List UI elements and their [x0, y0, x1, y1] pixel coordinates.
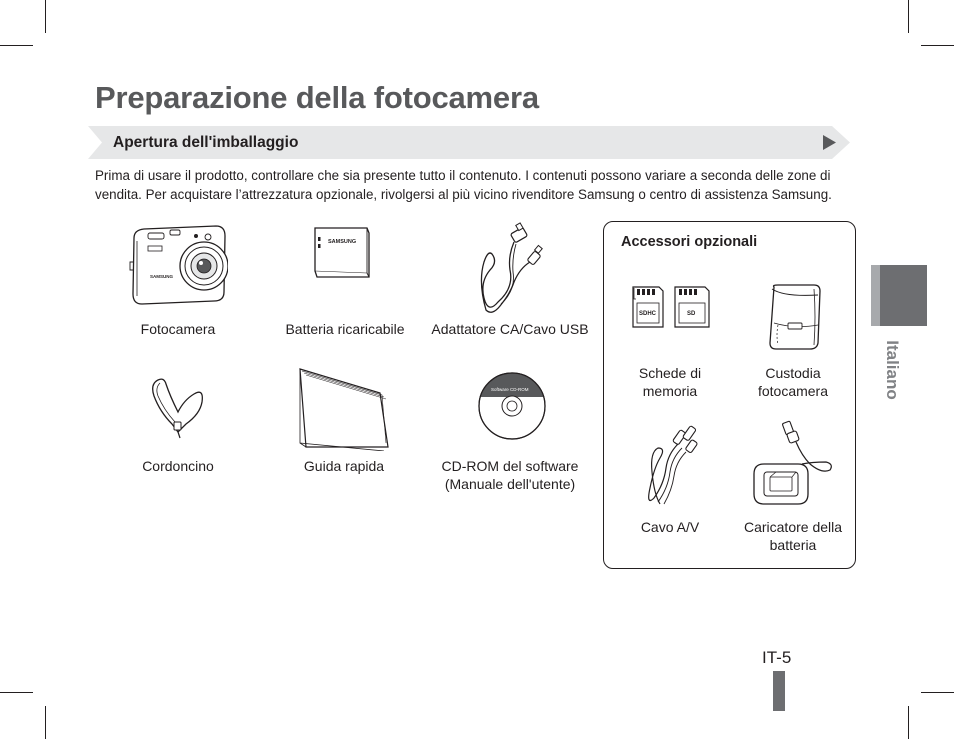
language-label: Italiano [883, 340, 902, 400]
crop-mark [45, 706, 46, 739]
crop-mark [0, 45, 33, 46]
item-cdrom-line1: CD-ROM del software [441, 458, 579, 474]
item-cdrom-label [424, 457, 596, 493]
item-adapter-label: Adattatore CA/Cavo USB [431, 321, 589, 337]
page-number: IT-5 [762, 648, 792, 667]
cdrom-illustration [477, 371, 547, 441]
battery-brand-text: SAMSUNG [328, 239, 357, 245]
item-cdrom-line2: (Manuale dell'utente) [444, 476, 576, 492]
crop-mark [908, 706, 909, 739]
crop-mark [908, 0, 909, 33]
optional-memory-line1: Schede di [638, 365, 702, 381]
quick-guide-illustration [298, 365, 392, 451]
cd-label-text: Software CD-ROM [491, 387, 529, 392]
page-number-bar [773, 671, 785, 711]
camera-case-illustration [764, 283, 824, 351]
adapter-cable-illustration [470, 222, 552, 318]
crop-mark [921, 692, 954, 693]
language-tab-accent [871, 265, 880, 326]
charger-illustration [750, 420, 836, 512]
item-camera-label: Fotocamera [140, 321, 216, 337]
camera-illustration [128, 224, 228, 306]
battery-illustration [311, 225, 373, 280]
optional-av-label: Cavo A/V [640, 519, 700, 535]
optional-charger-line1: Caricatore della [743, 519, 843, 535]
optional-accessories-title: Accessori opzionali [621, 234, 758, 250]
av-cable-illustration [638, 424, 704, 510]
crop-mark [45, 0, 46, 33]
strap-illustration [148, 374, 206, 440]
optional-charger-line2: batteria [769, 537, 817, 553]
item-battery-label: Batteria ricaricabile [285, 321, 405, 337]
crop-mark [0, 692, 33, 693]
optional-memory-line2: memoria [642, 383, 698, 399]
optional-case-line1: Custodia [765, 365, 821, 381]
crop-mark [921, 45, 954, 46]
card-sdhc-text: SDHC [639, 311, 657, 317]
optional-charger-label [730, 518, 856, 554]
optional-memory-label [620, 364, 720, 400]
section-heading: Apertura dell'imballaggio [113, 134, 299, 151]
camera-brand-text: SAMSUNG [150, 274, 174, 279]
item-guide-label: Guida rapida [303, 458, 385, 474]
item-strap-label: Cordoncino [142, 458, 214, 474]
memory-cards-illustration [631, 285, 713, 329]
optional-case-line2: fotocamera [757, 383, 829, 399]
optional-case-label [740, 364, 846, 400]
page-title: Preparazione della fotocamera [95, 80, 539, 115]
card-sd-text: SD [687, 311, 696, 317]
intro-paragraph: Prima di usare il prodotto, controllare che sia presente tutto il contenuto. I contenuti possono variare a seconda delle zone di vendita. Per acquistare l’attrezzatura opzionale, rivolgersi al più vicino rivenditore Samsung o centro di assistenza Samsung. [95, 168, 832, 202]
